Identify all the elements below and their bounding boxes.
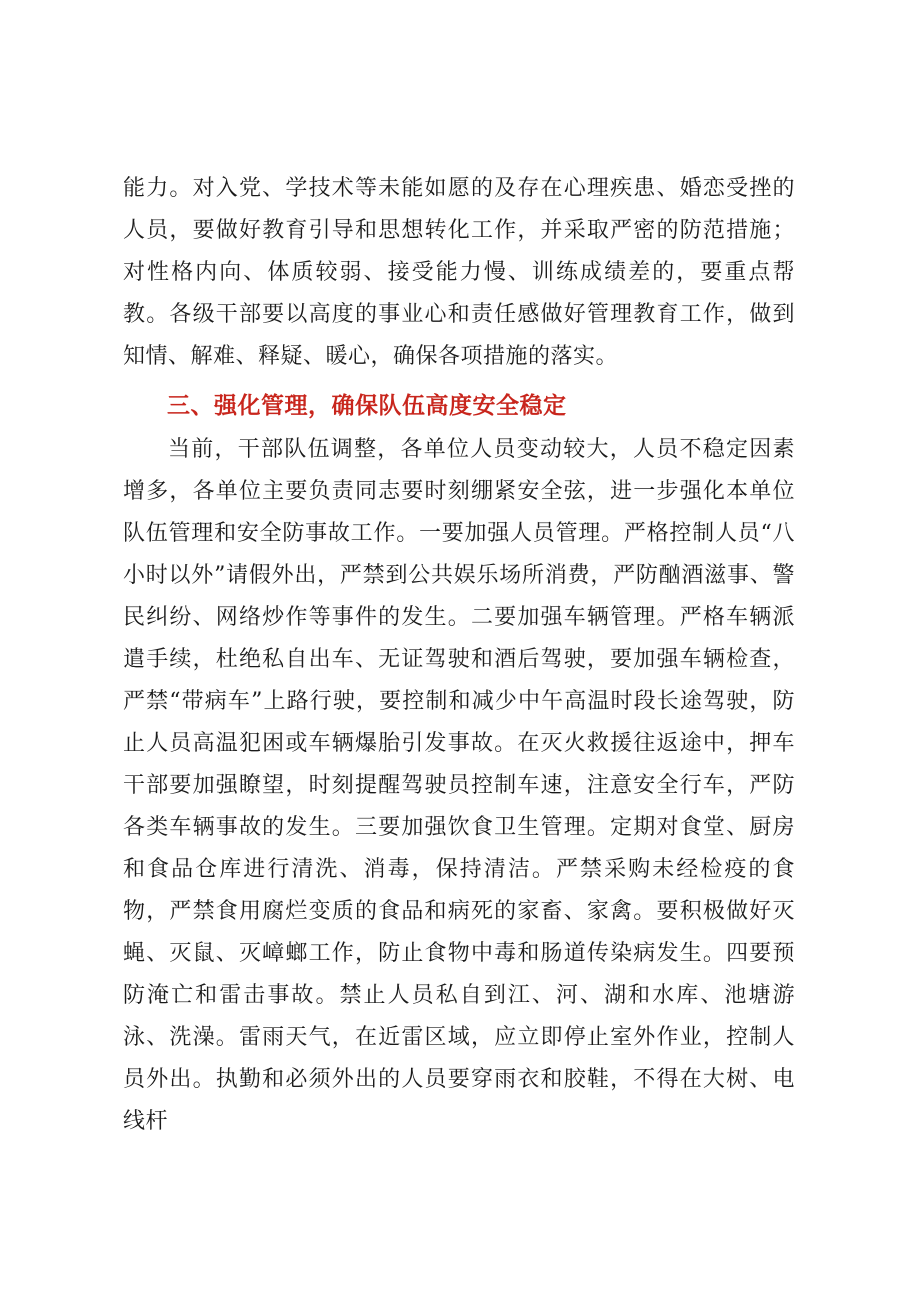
- body-paragraph-continued: 能力。对入党、学技术等未能如愿的及存在心理疾患、婚恋受挫的人员，要做好教育引导和思想转化工作，并采取严密的防范措施；对性格内向、体质较弱、接受能力慢、训练成绩差的，要重点帮教。各级干部要以高度的事业心和责任感做好管理教育工作，做到知情、解难、释疑、暖心，确保各项措施的落实。: [123, 176, 795, 369]
- section-heading: 三、强化管理，确保队伍高度安全稳定: [167, 393, 567, 419]
- body-paragraph-section-three: 当前，干部队伍调整，各单位人员变动较大，人员不稳定因素增多，各单位主要负责同志要时刻绷紧安全弦，进一步强化本单位队伍管理和安全防事故工作。一要加强人员管理。严格控制人员“八小时以外”请假外出，严禁到公共娱乐场所消费，严防酗酒滋事、警民纠纷、网络炒作等事件的发生。二要加强车辆管理。严格车辆派遣手续，杜绝私自出车、无证驾驶和酒后驾驶，要加强车辆检查，严禁“带病车”上路行驶，要控制和减少中午高温时段长途驾驶，防止人员高温犯困或车辆爆胎引发事故。在灭火救援往返途中，押车干部要加强瞭望，时刻提醒驾驶员控制车速，注意安全行车，严防各类车辆事故的发生。三要加强饮食卫生管理。定期对食堂、厨房和食品仓库进行清洗、消毒，保持清洁。严禁采购未经检疫的食物，严禁食用腐烂变质的食品和病死的家畜、家禽。要积极做好灭蝇、灭鼠、灭嶂螂工作，防止食物中毒和肠道传染病发生。四要预防淹亡和雷击事故。禁止人员私自到江、河、湖和水库、池塘游泳、洗澡。雷雨天气，在近雷区域，应立即停止室外作业，控制人员外出。执勤和必须外出的人员要穿雨衣和胶鞋，不得在大树、电线杆: [123, 437, 795, 1134]
